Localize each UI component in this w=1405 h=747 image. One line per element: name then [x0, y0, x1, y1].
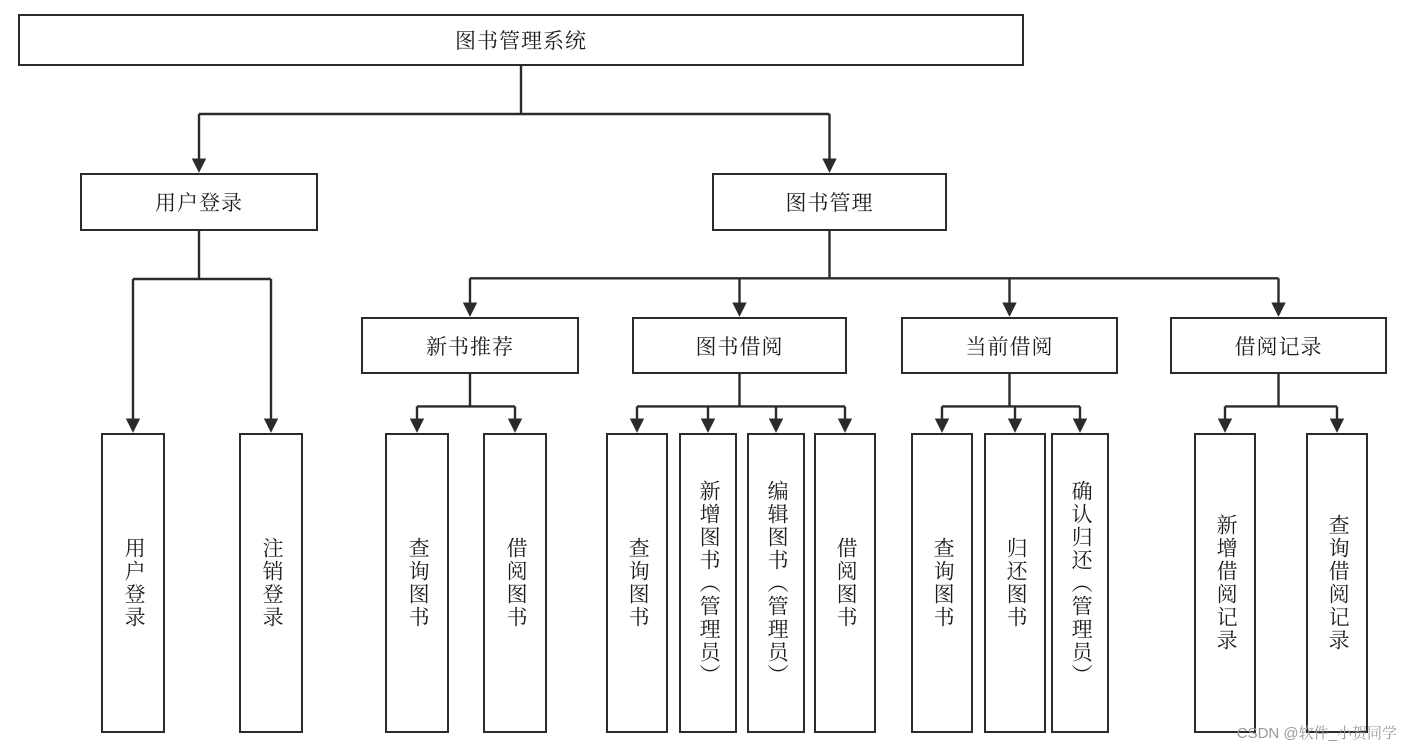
node-label: 图书管理 [785, 192, 874, 215]
node-label: 查询图书 [406, 537, 430, 629]
node-label: 借阅图书 [834, 537, 858, 629]
node-leaf-confirm[interactable] [1051, 433, 1109, 733]
node-leaf-query-3[interactable] [911, 433, 973, 733]
node-label: 查询图书 [931, 537, 955, 629]
node-leaf-edit-book[interactable] [747, 433, 805, 733]
node-leaf-query-2[interactable] [606, 433, 668, 733]
node-user-login[interactable] [80, 173, 318, 231]
node-book-borrow[interactable] [632, 317, 847, 374]
node-label: 当前借阅 [965, 335, 1054, 359]
node-leaf-borrow-2[interactable] [814, 433, 876, 733]
node-leaf-query-1[interactable] [385, 433, 449, 733]
node-leaf-add-book[interactable] [679, 433, 737, 733]
node-label: 注销登录 [260, 537, 284, 629]
node-leaf-logout[interactable] [239, 433, 303, 733]
node-new-book-rec[interactable] [361, 317, 579, 374]
node-label: 编辑图书（管理员） [765, 479, 789, 687]
node-label: 用户登录 [122, 537, 146, 629]
node-label: 新增借阅记录 [1214, 514, 1238, 652]
node-leaf-borrow-1[interactable] [483, 433, 547, 733]
node-label: 新书推荐 [426, 335, 514, 359]
node-label: 查询图书 [626, 537, 650, 629]
node-label: 新增图书（管理员） [697, 479, 721, 687]
node-current-borrow[interactable] [901, 317, 1118, 374]
node-label: 查询借阅记录 [1326, 514, 1350, 652]
node-root[interactable] [18, 14, 1024, 66]
node-label: 借阅图书 [504, 537, 528, 629]
node-leaf-return[interactable] [984, 433, 1046, 733]
node-label: 图书借阅 [695, 335, 784, 359]
node-leaf-query-rec[interactable] [1306, 433, 1368, 733]
node-leaf-add-rec[interactable] [1194, 433, 1256, 733]
node-book-manage[interactable] [712, 173, 947, 231]
node-label: 图书管理系统 [455, 30, 587, 53]
watermark-text: CSDN @软件_小贺同学 [1236, 725, 1397, 742]
node-label: 用户登录 [155, 192, 243, 215]
node-borrow-record[interactable] [1170, 317, 1387, 374]
node-label: 确认归还（管理员） [1069, 479, 1093, 687]
node-label: 归还图书 [1004, 537, 1028, 629]
node-label: 借阅记录 [1234, 335, 1323, 359]
node-leaf-login[interactable] [101, 433, 165, 733]
